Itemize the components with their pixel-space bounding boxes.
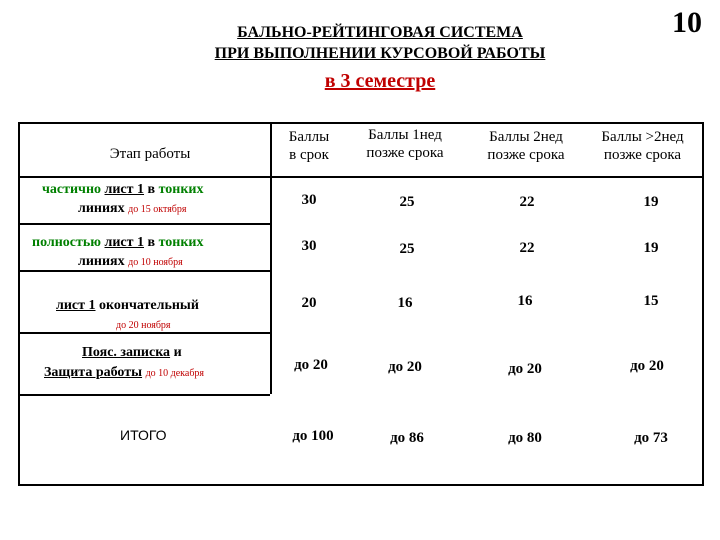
row4-col2-value: до 20 — [388, 359, 422, 375]
row4-deadline: до 10 декабря — [145, 368, 205, 379]
row2-stage-part3: в — [147, 235, 156, 250]
row4-stage-part3: Защита работы — [44, 365, 143, 380]
row2-stage-part4: тонких — [158, 235, 204, 250]
header-col3 — [470, 128, 582, 164]
row4-col3-value: до 20 — [508, 361, 542, 377]
total-col3-value: до 80 — [508, 430, 542, 446]
row3-stage-line2 — [116, 316, 266, 334]
row2-stage-part5: линиях — [78, 254, 125, 269]
total-col2-value: до 86 — [390, 430, 424, 446]
header-col3-line2: позже срока — [487, 147, 565, 163]
header-col2-line2: позже срока — [366, 145, 444, 161]
header-col1 — [274, 128, 344, 164]
title-line-2: ПРИ ВЫПОЛНЕНИИ КУРСОВОЙ РАБОТЫ — [214, 45, 546, 62]
row2-stage-line2 — [78, 253, 278, 271]
title-line-1: БАЛЬНО-РЕЙТИНГОВАЯ СИСТЕМА — [237, 24, 523, 41]
header-stage: Этап работы — [109, 146, 191, 162]
header-col2 — [350, 126, 460, 162]
row1-col4-value: 19 — [643, 194, 659, 210]
row3-stage-part1: лист 1 — [56, 298, 96, 313]
row1-col1-value: 30 — [301, 192, 317, 208]
row4-col1-value: до 20 — [294, 357, 328, 373]
title-line-3: в 3 семестре — [324, 70, 436, 92]
row2-deadline: до 10 ноября — [128, 257, 183, 268]
row1-stage-part4: тонких — [158, 182, 204, 197]
row3-stage — [56, 297, 276, 314]
row5-stage — [120, 427, 220, 444]
row1-col2-value: 25 — [399, 194, 415, 210]
row2-stage — [32, 234, 272, 251]
row2-col3-value: 22 — [519, 240, 535, 256]
row1-stage — [42, 181, 272, 198]
slide-number: 10 — [672, 6, 702, 39]
row3-stage-part2: окончательный — [99, 298, 199, 313]
total-label: ИТОГО — [120, 427, 167, 443]
row1-col3-value: 22 — [519, 194, 535, 210]
row1-stage-part3: в — [147, 182, 156, 197]
row3-deadline: до 20 ноября — [116, 320, 171, 331]
header-col1-line1: Баллы — [288, 129, 330, 145]
row1-deadline: до 15 октября — [128, 204, 187, 215]
header-col1-line2: в срок — [289, 147, 329, 163]
row2-stage-part2: лист 1 — [104, 235, 145, 250]
row3-col2-value: 16 — [397, 295, 413, 311]
row4-stage — [82, 344, 272, 361]
row-divider — [20, 223, 270, 225]
row3-col1-value: 20 — [301, 295, 317, 311]
header-col4-line1: Баллы >2нед — [601, 129, 684, 145]
total-col1-value: до 100 — [292, 428, 334, 444]
row4-col4-value: до 20 — [630, 358, 664, 374]
rating-table — [18, 122, 704, 486]
row3-col3-value: 16 — [517, 293, 533, 309]
header-col3-line1: Баллы 2нед — [489, 129, 563, 145]
header-col4-line2: позже срока — [603, 147, 682, 163]
row2-stage-part1: полностью — [32, 235, 101, 250]
row-divider — [20, 394, 270, 396]
row2-col2-value: 25 — [399, 241, 415, 257]
row3-col4-value: 15 — [643, 293, 659, 309]
header-col2-line1: Баллы 1нед — [368, 127, 442, 143]
row4-stage-line2 — [44, 364, 270, 382]
row1-stage-line2 — [78, 200, 278, 218]
row4-stage-part2: и — [173, 345, 182, 360]
row1-stage-part1: частично — [42, 182, 102, 197]
row2-col4-value: 19 — [643, 240, 659, 256]
total-col4-value: до 73 — [634, 430, 668, 446]
row-divider — [20, 176, 702, 178]
row1-stage-part5: линиях — [78, 201, 125, 216]
row1-stage-part2: лист 1 — [104, 182, 145, 197]
header-col4 — [585, 128, 700, 164]
row2-col1-value: 30 — [301, 238, 317, 254]
row4-stage-part1: Пояс. записка — [82, 345, 171, 360]
